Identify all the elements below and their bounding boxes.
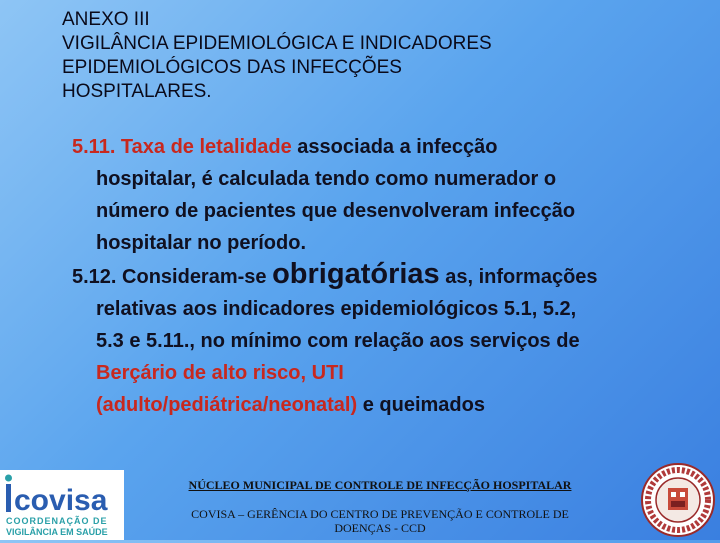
item-5-12-line-2: relativas aos indicadores epidemiológicos 5.1, 5.2,: [96, 298, 577, 320]
item-5-12-line-5-red: (adulto/pediátrica/neonatal): [96, 394, 358, 416]
logo-sub-1: COORDENAÇÃO DE: [6, 516, 108, 526]
item-5-12-emphasis: obrigatórias: [272, 258, 440, 290]
logo-brand-text: covisa: [14, 484, 108, 517]
heading-line-2: VIGILÂNCIA EPIDEMIOLÓGICA E INDICADORES: [62, 33, 492, 54]
item-5-11: [72, 131, 702, 259]
footer-line-1: NÚCLEO MUNICIPAL DE CONTROLE DE INFECÇÃO HOSPITALAR: [188, 478, 572, 492]
item-5-12-line-4: Berçário de alto risco, UTI: [96, 362, 344, 384]
heading-line-4: HOSPITALARES.: [62, 81, 212, 102]
item-5-11-highlight: 5.11. Taxa de letalidade: [72, 136, 292, 158]
item-5-12-line-3: 5.3 e 5.11., no mínimo com relação aos serviços de: [96, 330, 580, 352]
covisa-logo: [0, 470, 124, 540]
item-5-12-line-5-rest: e queimados: [357, 394, 485, 416]
logo-sub-2: VIGILÂNCIA EM SAÚDE: [6, 527, 108, 537]
heading-line-1: ANEXO III: [62, 9, 150, 30]
footer-line-2: COVISA – GERÊNCIA DO CENTRO DE PREVENÇÃO E CONTROLE DE: [191, 507, 569, 521]
item-5-11-line-2: hospitalar, é calculada tendo como numerador o: [96, 168, 557, 190]
page-heading: [62, 8, 702, 104]
item-5-11-line-3: número de pacientes que desenvolveram infecção: [96, 200, 576, 222]
covisa-logo-icon: [0, 470, 124, 540]
item-5-12-prefix: 5.12. Consideram-se: [72, 266, 273, 288]
heading-line-3: EPIDEMIOLÓGICOS DAS INFECÇÕES: [62, 57, 402, 78]
item-5-12: [72, 258, 702, 421]
item-5-12-suffix: as, informações: [439, 266, 598, 288]
footer-line-3: DOENÇAS - CCD: [334, 521, 426, 535]
item-5-11-line-1: associada a infecção: [291, 136, 498, 158]
footer: [150, 478, 610, 536]
institutional-seal-icon: [640, 462, 716, 538]
item-5-11-line-4: hospitalar no período.: [96, 232, 307, 254]
